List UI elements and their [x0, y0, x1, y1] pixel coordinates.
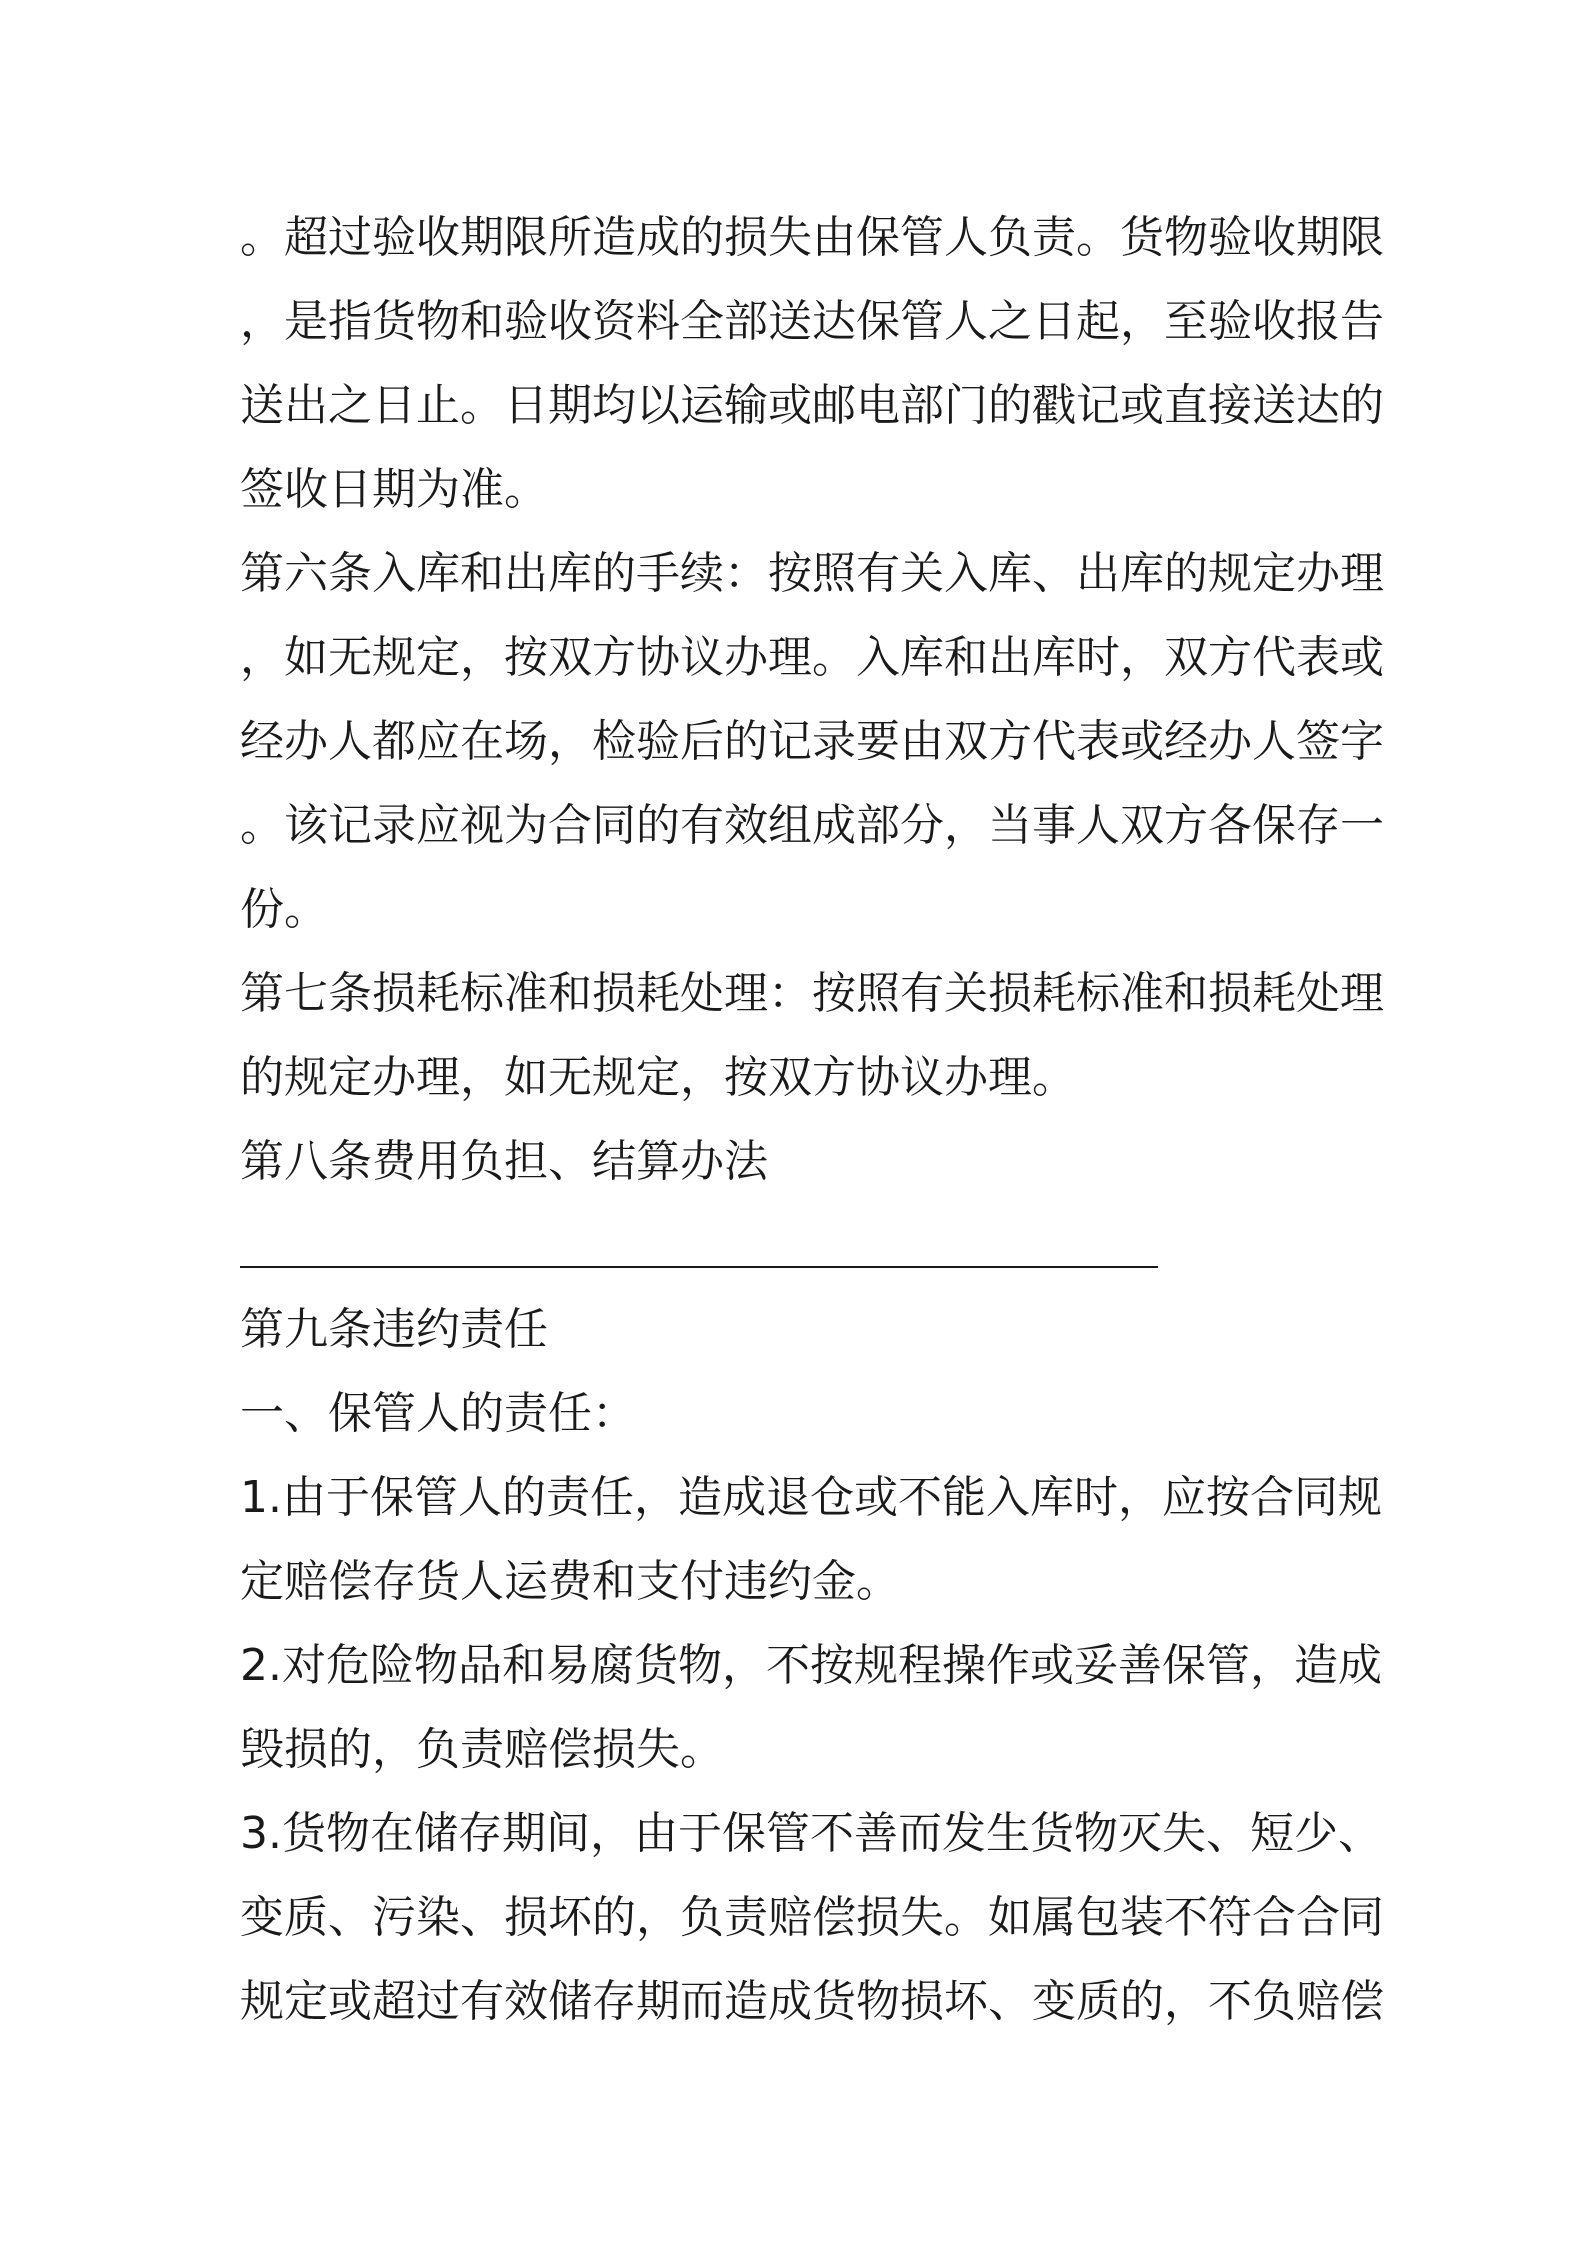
article-6-heading-line: 第六条入库和出库的手续：按照有关入库、出库的规定办理	[240, 548, 1384, 599]
text-line: ，如无规定，按双方协议办理。入库和出库时，双方代表或	[240, 632, 1384, 683]
text-line: 签收日期为准。	[240, 464, 548, 515]
text-line: 2.对危险物品和易腐货物，不按规程操作或妥善保管，造成	[240, 1640, 1382, 1691]
text-line: ，是指货物和验收资料全部送达保管人之日起，至验收报告	[240, 296, 1384, 347]
text-line: 毁损的，负责赔偿损失。	[240, 1724, 724, 1775]
article-8-heading-line: 第八条费用负担、结算办法	[240, 1136, 768, 1187]
text-line: 3.货物在储存期间，由于保管不善而发生货物灭失、短少、	[240, 1808, 1382, 1859]
text-line: 。该记录应视为合同的有效组成部分，当事人双方各保存一	[240, 800, 1384, 851]
section-heading-line: 一、保管人的责任：	[240, 1388, 636, 1439]
text-line: 1.由于保管人的责任，造成退仓或不能入库时，应按合同规	[240, 1472, 1382, 1523]
text-line: 。超过验收期限所造成的损失由保管人负责。货物验收期限	[240, 212, 1384, 263]
blank-underline	[240, 1266, 1158, 1268]
text-line: 的规定办理，如无规定，按双方协议办理。	[240, 1052, 1076, 1103]
text-line: 规定或超过有效储存期而造成货物损坏、变质的，不负赔偿	[240, 1976, 1384, 2027]
text-line: 定赔偿存货人运费和支付违约金。	[240, 1556, 900, 1607]
article-7-heading-line: 第七条损耗标准和损耗处理：按照有关损耗标准和损耗处理	[240, 968, 1384, 1019]
fill-in-blank	[240, 1204, 1360, 1288]
text-line: 变质、污染、损坏的，负责赔偿损失。如属包装不符合合同	[240, 1892, 1384, 1943]
document-body	[240, 196, 1384, 2044]
text-line: 经办人都应在场，检验后的记录要由双方代表或经办人签字	[240, 716, 1384, 767]
article-9-heading-line: 第九条违约责任	[240, 1304, 548, 1355]
text-line: 份。	[240, 884, 328, 935]
text-line: 送出之日止。日期均以运输或邮电部门的戳记或直接送达的	[240, 380, 1384, 431]
